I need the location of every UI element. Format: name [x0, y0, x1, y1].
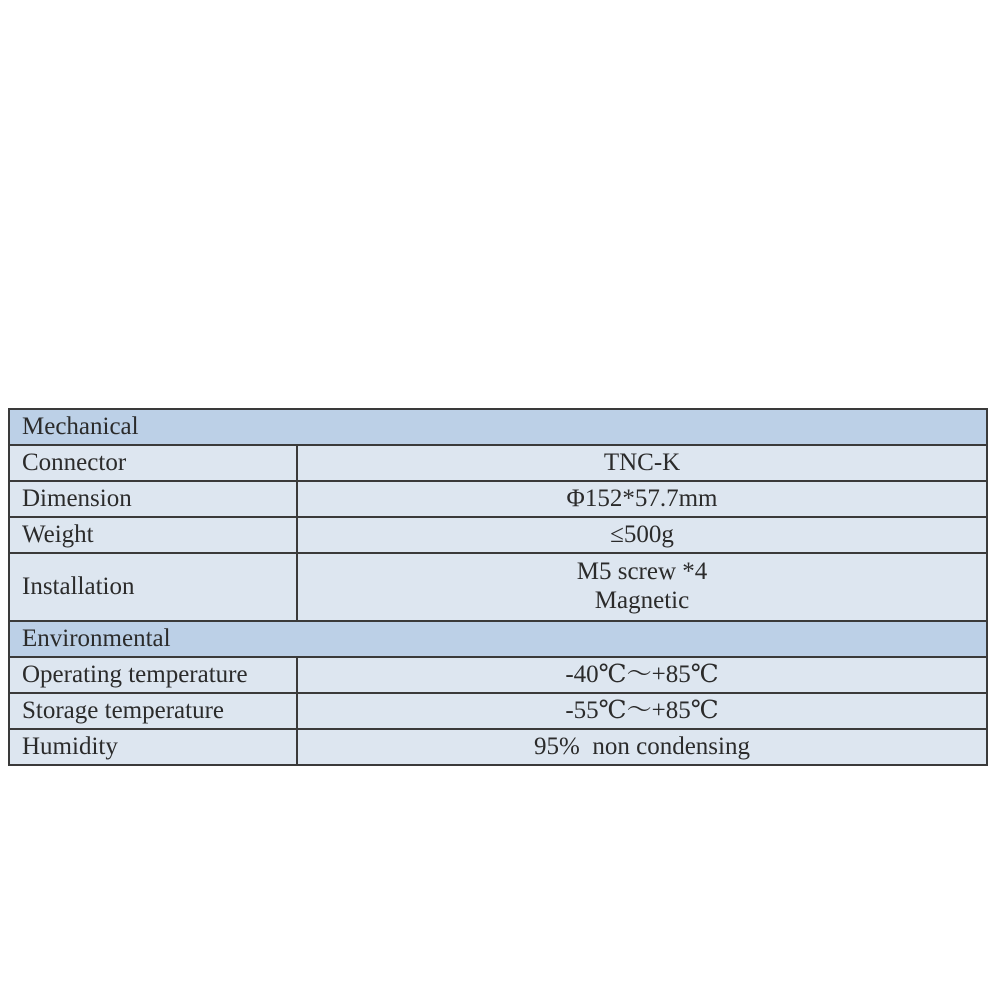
row-label: Operating temperature [9, 657, 297, 693]
row-value [297, 729, 987, 765]
table-row [9, 693, 987, 729]
row-value [297, 693, 987, 729]
row-label: Weight [9, 517, 297, 553]
row-value [297, 481, 987, 517]
value-line: 95% non condensing [534, 732, 750, 760]
value-line: -40℃～+85℃ [565, 660, 719, 688]
value-line: TNC-K [603, 448, 681, 476]
specification-table [8, 408, 988, 766]
value-line: ≤500g [610, 520, 674, 548]
row-label: Storage temperature [9, 693, 297, 729]
table-row [9, 553, 987, 621]
row-value [297, 445, 987, 481]
value-line: Magnetic [594, 587, 690, 614]
section-header-mechanical [9, 409, 987, 445]
row-value [297, 517, 987, 553]
value-line: M5 screw *4 [576, 558, 708, 586]
row-label: Connector [9, 445, 297, 481]
section-header-environmental [9, 621, 987, 657]
table-row [9, 657, 987, 693]
section-title: Environmental [9, 621, 987, 657]
table-row [9, 445, 987, 481]
row-label: Humidity [9, 729, 297, 765]
value-line: Φ152*57.7mm [566, 484, 718, 512]
table-row [9, 517, 987, 553]
value-line: -55℃～+85℃ [565, 696, 719, 724]
row-value [297, 657, 987, 693]
section-title: Mechanical [9, 409, 987, 445]
row-label: Dimension [9, 481, 297, 517]
table-row [9, 481, 987, 517]
row-label: Installation [9, 553, 297, 621]
row-value [297, 553, 987, 621]
table-row [9, 729, 987, 765]
